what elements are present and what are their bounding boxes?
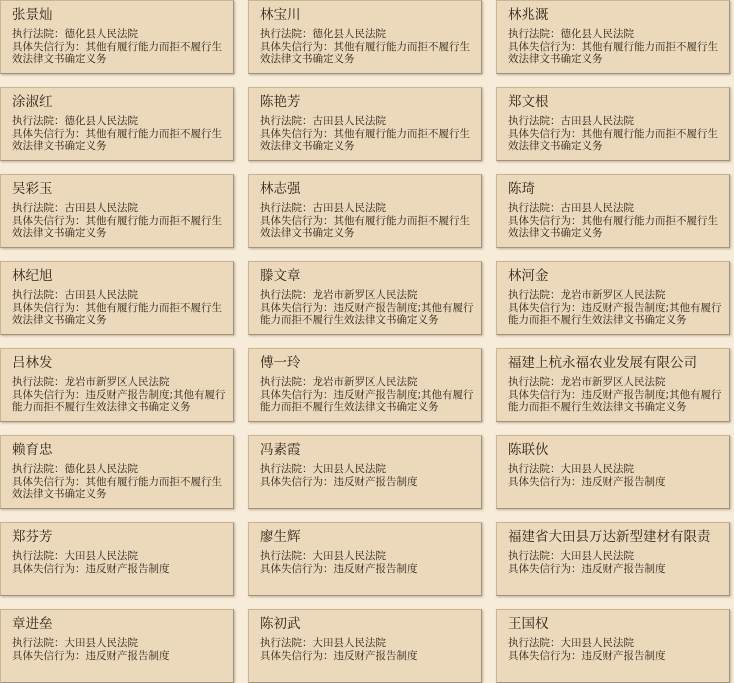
court-line (508, 289, 723, 302)
court-label: 执行法院： (12, 202, 65, 214)
record-name[interactable]: 林宝川 (260, 7, 301, 23)
record-name[interactable]: 王国权 (508, 616, 549, 632)
behavior-label: 具体失信行为： (260, 649, 334, 662)
court-line (260, 202, 475, 215)
behavior-value: 违反财产报告制度 (333, 475, 418, 488)
court-line (508, 115, 723, 128)
court-value: 大田县人民法院 (64, 550, 138, 562)
behavior-line (508, 476, 723, 489)
behavior-label: 具体失信行为： (12, 127, 86, 140)
behavior-line (260, 302, 475, 327)
behavior-value: 其他有履行能力而拒不履行生效法律文书确定义务 (508, 214, 718, 239)
behavior-value: 其他有履行能力而拒不履行生效法律文书确定义务 (12, 40, 222, 65)
behavior-line (12, 215, 227, 240)
record-card[interactable] (248, 435, 482, 509)
record-name[interactable]: 涂淑红 (12, 94, 53, 110)
court-value: 龙岩市新罗区人民法院 (312, 289, 418, 301)
court-label: 执行法院： (260, 637, 313, 649)
court-value: 德化县人民法院 (64, 28, 138, 40)
behavior-label: 具体失信行为： (508, 127, 582, 140)
record-card[interactable] (248, 87, 482, 161)
behavior-value: 违反财产报告制度;其他有履行能力而拒不履行生效法律文书确定义务 (508, 388, 722, 413)
record-name[interactable]: 林志强 (260, 181, 301, 197)
record-name[interactable]: 福建上杭永福农业发展有限公司 (508, 355, 697, 371)
behavior-value: 违反财产报告制度 (85, 649, 170, 662)
behavior-line (260, 41, 475, 66)
court-value: 龙岩市新罗区人民法院 (312, 376, 418, 388)
behavior-label: 具体失信行为： (260, 40, 334, 53)
court-line (12, 637, 227, 650)
court-line (260, 550, 475, 563)
record-card[interactable] (0, 174, 234, 248)
record-name[interactable]: 林纪旭 (12, 268, 53, 284)
behavior-value: 违反财产报告制度;其他有履行能力而拒不履行生效法律文书确定义务 (260, 388, 474, 413)
record-name[interactable]: 张景灿 (12, 7, 53, 23)
behavior-value: 违反财产报告制度 (85, 562, 170, 575)
behavior-line (508, 650, 723, 663)
behavior-value: 其他有履行能力而拒不履行生效法律文书确定义务 (12, 301, 222, 326)
court-label: 执行法院： (12, 115, 65, 127)
behavior-label: 具体失信行为： (260, 301, 334, 314)
record-card[interactable] (0, 522, 234, 596)
court-label: 执行法院： (508, 376, 561, 388)
record-name[interactable]: 福建省大田县万达新型建材有限责 (508, 529, 711, 545)
court-label: 执行法院： (508, 289, 561, 301)
behavior-value: 违反财产报告制度 (333, 649, 418, 662)
court-label: 执行法院： (508, 115, 561, 127)
behavior-label: 具体失信行为： (508, 301, 582, 314)
record-name[interactable]: 章进垒 (12, 616, 53, 632)
court-label: 执行法院： (260, 202, 313, 214)
record-card[interactable] (496, 261, 730, 335)
court-value: 古田县人民法院 (312, 202, 386, 214)
court-value: 德化县人民法院 (312, 28, 386, 40)
behavior-value: 违反财产报告制度;其他有履行能力而拒不履行生效法律文书确定义务 (260, 301, 474, 326)
court-line (508, 28, 723, 41)
behavior-line (508, 563, 723, 576)
behavior-label: 具体失信行为： (12, 40, 86, 53)
record-card[interactable] (248, 261, 482, 335)
behavior-value: 其他有履行能力而拒不履行生效法律文书确定义务 (12, 214, 222, 239)
behavior-value: 其他有履行能力而拒不履行生效法律文书确定义务 (260, 214, 470, 239)
record-name[interactable]: 林河金 (508, 268, 549, 284)
record-card[interactable] (0, 435, 234, 509)
record-card[interactable] (496, 435, 730, 509)
court-label: 执行法院： (12, 289, 65, 301)
behavior-line (12, 302, 227, 327)
court-label: 执行法院： (260, 463, 313, 475)
court-line (260, 289, 475, 302)
record-name[interactable]: 傅一玲 (260, 355, 301, 371)
behavior-value: 违反财产报告制度;其他有履行能力而拒不履行生效法律文书确定义务 (508, 301, 722, 326)
record-card[interactable] (248, 348, 482, 422)
record-card[interactable] (496, 522, 730, 596)
behavior-label: 具体失信行为： (260, 214, 334, 227)
record-card[interactable] (248, 174, 482, 248)
behavior-value: 其他有履行能力而拒不履行生效法律文书确定义务 (508, 127, 718, 152)
court-value: 德化县人民法院 (64, 463, 138, 475)
court-value: 大田县人民法院 (560, 550, 634, 562)
behavior-label: 具体失信行为： (508, 40, 582, 53)
record-card[interactable] (0, 261, 234, 335)
record-name[interactable]: 冯素霞 (260, 442, 301, 458)
behavior-label: 具体失信行为： (12, 214, 86, 227)
court-line (260, 115, 475, 128)
court-label: 执行法院： (12, 637, 65, 649)
record-name[interactable]: 陈琦 (508, 181, 535, 197)
record-name[interactable]: 吕林发 (12, 355, 53, 371)
court-label: 执行法院： (508, 28, 561, 40)
behavior-label: 具体失信行为： (12, 649, 86, 662)
record-name[interactable]: 陈联伙 (508, 442, 549, 458)
court-line (508, 637, 723, 650)
behavior-label: 具体失信行为： (12, 388, 86, 401)
behavior-line (508, 215, 723, 240)
court-line (12, 550, 227, 563)
record-card[interactable] (0, 0, 234, 74)
court-value: 龙岩市新罗区人民法院 (64, 376, 170, 388)
court-label: 执行法院： (12, 550, 65, 562)
court-label: 执行法院： (508, 637, 561, 649)
behavior-value: 违反财产报告制度 (581, 475, 666, 488)
court-label: 执行法院： (260, 550, 313, 562)
record-name[interactable]: 林兆溉 (508, 7, 549, 23)
behavior-label: 具体失信行为： (508, 649, 582, 662)
court-label: 执行法院： (12, 376, 65, 388)
court-label: 执行法院： (12, 28, 65, 40)
behavior-line (508, 41, 723, 66)
court-line (260, 28, 475, 41)
court-line (12, 28, 227, 41)
court-line (12, 376, 227, 389)
behavior-value: 其他有履行能力而拒不履行生效法律文书确定义务 (12, 127, 222, 152)
court-value: 古田县人民法院 (560, 202, 634, 214)
record-card[interactable] (0, 348, 234, 422)
behavior-label: 具体失信行为： (508, 475, 582, 488)
court-line (508, 202, 723, 215)
record-name[interactable]: 郑文根 (508, 94, 549, 110)
behavior-line (260, 476, 475, 489)
behavior-value: 其他有履行能力而拒不履行生效法律文书确定义务 (260, 40, 470, 65)
court-line (12, 463, 227, 476)
court-label: 执行法院： (12, 463, 65, 475)
court-value: 大田县人民法院 (312, 550, 386, 562)
court-line (260, 376, 475, 389)
record-card[interactable] (0, 87, 234, 161)
record-card[interactable] (496, 348, 730, 422)
court-value: 大田县人民法院 (560, 463, 634, 475)
court-line (508, 463, 723, 476)
behavior-value: 违反财产报告制度 (581, 649, 666, 662)
court-value: 德化县人民法院 (64, 115, 138, 127)
court-label: 执行法院： (260, 115, 313, 127)
behavior-line (260, 563, 475, 576)
behavior-label: 具体失信行为： (260, 127, 334, 140)
court-line (12, 202, 227, 215)
behavior-value: 违反财产报告制度 (333, 562, 418, 575)
behavior-value: 其他有履行能力而拒不履行生效法律文书确定义务 (508, 40, 718, 65)
behavior-label: 具体失信行为： (12, 301, 86, 314)
behavior-value: 违反财产报告制度 (581, 562, 666, 575)
court-line (508, 550, 723, 563)
court-label: 执行法院： (508, 202, 561, 214)
behavior-value: 其他有履行能力而拒不履行生效法律文书确定义务 (12, 475, 222, 500)
court-value: 古田县人民法院 (560, 115, 634, 127)
behavior-label: 具体失信行为： (508, 388, 582, 401)
record-card[interactable] (0, 609, 234, 683)
behavior-line (260, 215, 475, 240)
behavior-label: 具体失信行为： (508, 562, 582, 575)
behavior-line (508, 389, 723, 414)
record-name[interactable]: 郑芬芳 (12, 529, 53, 545)
behavior-line (260, 650, 475, 663)
court-value: 大田县人民法院 (312, 463, 386, 475)
behavior-label: 具体失信行为： (260, 475, 334, 488)
court-value: 古田县人民法院 (64, 202, 138, 214)
behavior-label: 具体失信行为： (260, 388, 334, 401)
record-name[interactable]: 吴彩玉 (12, 181, 53, 197)
court-label: 执行法院： (508, 463, 561, 475)
record-card[interactable] (248, 609, 482, 683)
record-card[interactable] (496, 174, 730, 248)
behavior-line (12, 389, 227, 414)
record-name[interactable]: 赖育忠 (12, 442, 53, 458)
behavior-label: 具体失信行为： (12, 475, 86, 488)
record-name[interactable]: 陈艳芳 (260, 94, 301, 110)
court-line (260, 463, 475, 476)
behavior-label: 具体失信行为： (508, 214, 582, 227)
behavior-line (12, 563, 227, 576)
record-card[interactable] (248, 0, 482, 74)
court-value: 龙岩市新罗区人民法院 (560, 289, 666, 301)
behavior-line (12, 128, 227, 153)
court-label: 执行法院： (260, 289, 313, 301)
behavior-value: 违反财产报告制度;其他有履行能力而拒不履行生效法律文书确定义务 (12, 388, 226, 413)
court-value: 大田县人民法院 (560, 637, 634, 649)
court-label: 执行法院： (260, 28, 313, 40)
behavior-line (12, 650, 227, 663)
court-value: 德化县人民法院 (560, 28, 634, 40)
behavior-line (508, 128, 723, 153)
behavior-line (260, 389, 475, 414)
record-card[interactable] (248, 522, 482, 596)
record-name[interactable]: 陈初武 (260, 616, 301, 632)
court-value: 龙岩市新罗区人民法院 (560, 376, 666, 388)
behavior-line (12, 476, 227, 501)
court-label: 执行法院： (260, 376, 313, 388)
court-line (508, 376, 723, 389)
behavior-value: 其他有履行能力而拒不履行生效法律文书确定义务 (260, 127, 470, 152)
behavior-line (260, 128, 475, 153)
court-value: 古田县人民法院 (64, 289, 138, 301)
court-value: 大田县人民法院 (312, 637, 386, 649)
record-card[interactable] (496, 0, 730, 74)
behavior-label: 具体失信行为： (12, 562, 86, 575)
record-card[interactable] (496, 609, 730, 683)
court-value: 大田县人民法院 (64, 637, 138, 649)
court-value: 古田县人民法院 (312, 115, 386, 127)
record-name[interactable]: 滕文章 (260, 268, 301, 284)
court-label: 执行法院： (508, 550, 561, 562)
court-line (12, 289, 227, 302)
court-line (260, 637, 475, 650)
court-line (12, 115, 227, 128)
record-name[interactable]: 廖生辉 (260, 529, 301, 545)
behavior-line (508, 302, 723, 327)
record-card[interactable] (496, 87, 730, 161)
behavior-line (12, 41, 227, 66)
behavior-label: 具体失信行为： (260, 562, 334, 575)
